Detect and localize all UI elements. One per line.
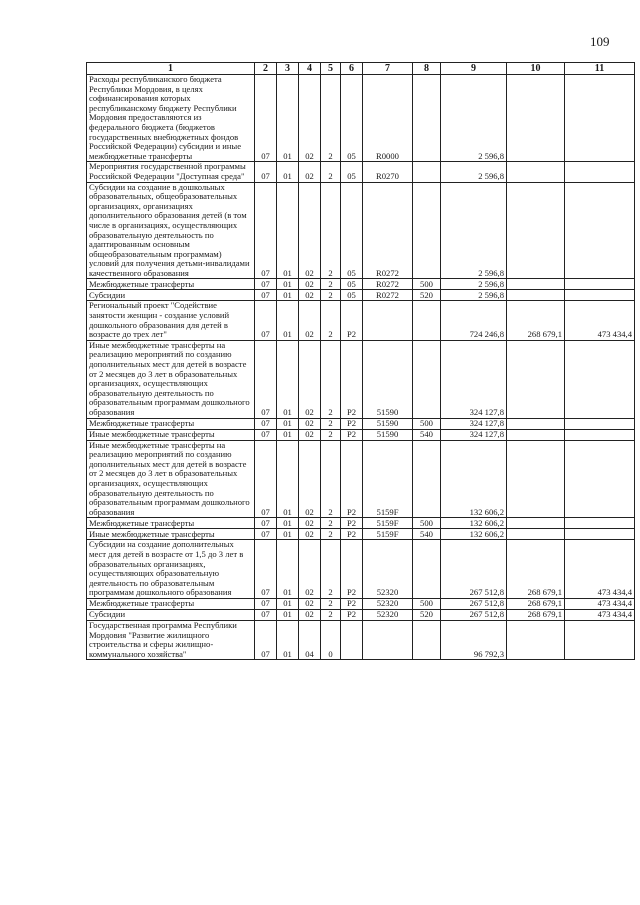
- amount-9: 267 512,8: [441, 540, 507, 599]
- code-8: 500: [413, 279, 441, 290]
- amount-11: [565, 279, 635, 290]
- code-3: 01: [277, 609, 299, 620]
- code-2: 07: [255, 529, 277, 540]
- code-5: 2: [321, 609, 341, 620]
- code-6: P2: [341, 529, 363, 540]
- code-4: 02: [299, 75, 321, 162]
- code-3: 01: [277, 598, 299, 609]
- amount-11: [565, 75, 635, 162]
- row-description: Межбюджетные трансферты: [87, 279, 255, 290]
- code-6: P2: [341, 609, 363, 620]
- code-8: [413, 340, 441, 418]
- amount-10: [507, 290, 565, 301]
- amount-9: 96 792,3: [441, 620, 507, 659]
- row-description: Субсидии: [87, 290, 255, 301]
- code-2: 07: [255, 162, 277, 182]
- code-2: 07: [255, 598, 277, 609]
- code-2: 07: [255, 609, 277, 620]
- row-description: Расходы республиканского бюджета Республики Мордовия, в целях софинансирования которых республиканскому бюджету Республики Мордовия предоставляются из федерального бюджета (бюджетов государственных внебюджетных фондов Российской Федерации) субсидии и иные межбюджетные трансферты: [87, 75, 255, 162]
- code-3: 01: [277, 162, 299, 182]
- code-2: 07: [255, 290, 277, 301]
- code-6: P2: [341, 340, 363, 418]
- code-7: [363, 620, 413, 659]
- table-row: [87, 290, 635, 301]
- code-4: 02: [299, 340, 321, 418]
- code-4: 04: [299, 620, 321, 659]
- code-5: 2: [321, 440, 341, 518]
- code-7: 52320: [363, 598, 413, 609]
- code-2: 07: [255, 440, 277, 518]
- code-4: 02: [299, 279, 321, 290]
- table-row: [87, 182, 635, 279]
- amount-11: [565, 182, 635, 279]
- header-row: [87, 63, 635, 75]
- amount-9: 267 512,8: [441, 598, 507, 609]
- code-5: 2: [321, 598, 341, 609]
- code-7: 51590: [363, 429, 413, 440]
- code-6: P2: [341, 518, 363, 529]
- code-8: [413, 182, 441, 279]
- code-7: 5159F: [363, 518, 413, 529]
- code-3: 01: [277, 529, 299, 540]
- amount-11: 473 434,4: [565, 301, 635, 340]
- code-7: 5159F: [363, 529, 413, 540]
- table-row: [87, 301, 635, 340]
- code-6: P2: [341, 540, 363, 599]
- code-3: 01: [277, 75, 299, 162]
- table-row: [87, 418, 635, 429]
- amount-11: [565, 290, 635, 301]
- code-6: 05: [341, 279, 363, 290]
- page-number: 109: [590, 34, 610, 49]
- code-6: P2: [341, 418, 363, 429]
- code-5: 2: [321, 301, 341, 340]
- code-4: 02: [299, 301, 321, 340]
- row-description: Иные межбюджетные трансферты: [87, 429, 255, 440]
- code-4: 02: [299, 609, 321, 620]
- column-header: 1: [87, 63, 255, 75]
- code-7: R0272: [363, 290, 413, 301]
- row-description: Межбюджетные трансферты: [87, 418, 255, 429]
- column-header: 7: [363, 63, 413, 75]
- amount-10: 268 679,1: [507, 609, 565, 620]
- code-6: P2: [341, 440, 363, 518]
- column-header: 11: [565, 63, 635, 75]
- code-6: P2: [341, 301, 363, 340]
- column-header: 4: [299, 63, 321, 75]
- row-description: Субсидии на создание дополнительных мест для детей в возрасте от 1,5 до 3 лет в образовательных организациях, осуществляющих образовательную деятельность по образовательным программам дошкольного образования: [87, 540, 255, 599]
- code-5: 0: [321, 620, 341, 659]
- amount-9: 324 127,8: [441, 418, 507, 429]
- code-8: 500: [413, 518, 441, 529]
- amount-11: 473 434,4: [565, 609, 635, 620]
- amount-9: 132 606,2: [441, 440, 507, 518]
- code-8: 540: [413, 429, 441, 440]
- code-6: 05: [341, 162, 363, 182]
- column-header: 5: [321, 63, 341, 75]
- code-4: 02: [299, 429, 321, 440]
- amount-10: [507, 418, 565, 429]
- amount-9: 2 596,8: [441, 162, 507, 182]
- code-7: R0000: [363, 75, 413, 162]
- code-4: 02: [299, 162, 321, 182]
- code-2: 07: [255, 75, 277, 162]
- code-3: 01: [277, 301, 299, 340]
- code-2: 07: [255, 620, 277, 659]
- code-2: 07: [255, 518, 277, 529]
- code-6: [341, 620, 363, 659]
- code-8: [413, 75, 441, 162]
- amount-10: [507, 182, 565, 279]
- code-3: 01: [277, 429, 299, 440]
- code-4: 02: [299, 518, 321, 529]
- code-2: 07: [255, 301, 277, 340]
- code-6: 05: [341, 75, 363, 162]
- amount-10: [507, 429, 565, 440]
- amount-9: 2 596,8: [441, 279, 507, 290]
- amount-9: 267 512,8: [441, 609, 507, 620]
- code-8: [413, 440, 441, 518]
- amount-10: 268 679,1: [507, 301, 565, 340]
- amount-11: [565, 340, 635, 418]
- amount-11: 473 434,4: [565, 540, 635, 599]
- amount-10: [507, 620, 565, 659]
- row-description: Региональный проект "Содействие занятости женщин - создание условий дошкольного образования для детей в возрасте до трех лет": [87, 301, 255, 340]
- amount-11: 473 434,4: [565, 598, 635, 609]
- code-7: 51590: [363, 418, 413, 429]
- table-row: [87, 540, 635, 599]
- amount-10: [507, 529, 565, 540]
- table-row: [87, 279, 635, 290]
- row-description: Государственная программа Республики Мордовия "Развитие жилищного строительства и сферы жилищно-коммунального хозяйства": [87, 620, 255, 659]
- code-2: 07: [255, 540, 277, 599]
- code-6: 05: [341, 182, 363, 279]
- column-header: 9: [441, 63, 507, 75]
- code-8: [413, 162, 441, 182]
- amount-11: [565, 518, 635, 529]
- amount-10: [507, 279, 565, 290]
- code-3: 01: [277, 279, 299, 290]
- code-7: 51590: [363, 340, 413, 418]
- code-4: 02: [299, 440, 321, 518]
- column-header: 3: [277, 63, 299, 75]
- table-row: [87, 529, 635, 540]
- amount-10: [507, 518, 565, 529]
- code-4: 02: [299, 598, 321, 609]
- row-description: Иные межбюджетные трансферты на реализацию мероприятий по созданию дополнительных мест для детей в возрасте от 2 месяцев до 3 лет в образовательных организациях, осуществляющих образовательную деятельность по образовательным программам дошкольного образования: [87, 440, 255, 518]
- table-row: [87, 620, 635, 659]
- table-row: [87, 340, 635, 418]
- amount-9: 2 596,8: [441, 75, 507, 162]
- table-row: [87, 75, 635, 162]
- code-2: 07: [255, 418, 277, 429]
- code-3: 01: [277, 418, 299, 429]
- column-header: 10: [507, 63, 565, 75]
- code-3: 01: [277, 182, 299, 279]
- amount-10: 268 679,1: [507, 598, 565, 609]
- code-6: P2: [341, 598, 363, 609]
- code-5: 2: [321, 340, 341, 418]
- code-2: 07: [255, 279, 277, 290]
- row-description: Иные межбюджетные трансферты на реализацию мероприятий по созданию дополнительных мест для детей в возрасте от 2 месяцев до 3 лет в образовательных организациях, осуществляющих образовательную деятельность по образовательным программам дошкольного образования: [87, 340, 255, 418]
- column-header: 8: [413, 63, 441, 75]
- amount-11: [565, 440, 635, 518]
- code-5: 2: [321, 429, 341, 440]
- table-row: [87, 429, 635, 440]
- code-4: 02: [299, 540, 321, 599]
- code-4: 02: [299, 418, 321, 429]
- code-5: 2: [321, 182, 341, 279]
- amount-10: 268 679,1: [507, 540, 565, 599]
- amount-10: [507, 162, 565, 182]
- code-5: 2: [321, 518, 341, 529]
- code-2: 07: [255, 340, 277, 418]
- code-4: 02: [299, 529, 321, 540]
- code-3: 01: [277, 340, 299, 418]
- code-7: 52320: [363, 609, 413, 620]
- code-5: 2: [321, 290, 341, 301]
- code-7: [363, 301, 413, 340]
- row-description: Мероприятия государственной программы Российской Федерации "Доступная среда": [87, 162, 255, 182]
- budget-table: [86, 62, 635, 660]
- table-row: [87, 598, 635, 609]
- code-3: 01: [277, 540, 299, 599]
- row-description: Межбюджетные трансферты: [87, 598, 255, 609]
- row-description: Иные межбюджетные трансферты: [87, 529, 255, 540]
- code-7: 5159F: [363, 440, 413, 518]
- column-header: 2: [255, 63, 277, 75]
- table-row: [87, 609, 635, 620]
- amount-11: [565, 529, 635, 540]
- code-5: 2: [321, 162, 341, 182]
- amount-10: [507, 340, 565, 418]
- code-4: 02: [299, 290, 321, 301]
- code-7: R0270: [363, 162, 413, 182]
- amount-9: 132 606,2: [441, 518, 507, 529]
- amount-11: [565, 620, 635, 659]
- code-7: R0272: [363, 279, 413, 290]
- code-2: 07: [255, 429, 277, 440]
- code-8: 520: [413, 609, 441, 620]
- column-header: 6: [341, 63, 363, 75]
- amount-9: 324 127,8: [441, 429, 507, 440]
- amount-9: 324 127,8: [441, 340, 507, 418]
- code-3: 01: [277, 518, 299, 529]
- code-3: 01: [277, 290, 299, 301]
- code-5: 2: [321, 75, 341, 162]
- code-4: 02: [299, 182, 321, 279]
- code-5: 2: [321, 279, 341, 290]
- code-8: 540: [413, 529, 441, 540]
- amount-11: [565, 418, 635, 429]
- code-8: [413, 620, 441, 659]
- table-row: [87, 162, 635, 182]
- code-8: [413, 540, 441, 599]
- code-5: 2: [321, 529, 341, 540]
- amount-9: 724 246,8: [441, 301, 507, 340]
- row-description: Субсидии: [87, 609, 255, 620]
- amount-9: 132 606,2: [441, 529, 507, 540]
- code-6: 05: [341, 290, 363, 301]
- code-3: 01: [277, 620, 299, 659]
- amount-9: 2 596,8: [441, 182, 507, 279]
- code-3: 01: [277, 440, 299, 518]
- code-8: 520: [413, 290, 441, 301]
- code-8: 500: [413, 418, 441, 429]
- amount-11: [565, 162, 635, 182]
- code-2: 07: [255, 182, 277, 279]
- amount-10: [507, 75, 565, 162]
- code-5: 2: [321, 418, 341, 429]
- code-5: 2: [321, 540, 341, 599]
- amount-9: 2 596,8: [441, 290, 507, 301]
- table-row: [87, 518, 635, 529]
- code-7: R0272: [363, 182, 413, 279]
- table-row: [87, 440, 635, 518]
- row-description: Межбюджетные трансферты: [87, 518, 255, 529]
- row-description: Субсидии на создание в дошкольных образовательных, общеобразовательных организациях, организациях дополнительного образования детей (в том числе в организациях, осуществляющих образовательную деятельность по адаптированным основным общеобразовательным программам) условий для получения детьми-инвалидами качественного образования: [87, 182, 255, 279]
- code-8: [413, 301, 441, 340]
- amount-10: [507, 440, 565, 518]
- amount-11: [565, 429, 635, 440]
- code-7: 52320: [363, 540, 413, 599]
- code-8: 500: [413, 598, 441, 609]
- code-6: P2: [341, 429, 363, 440]
